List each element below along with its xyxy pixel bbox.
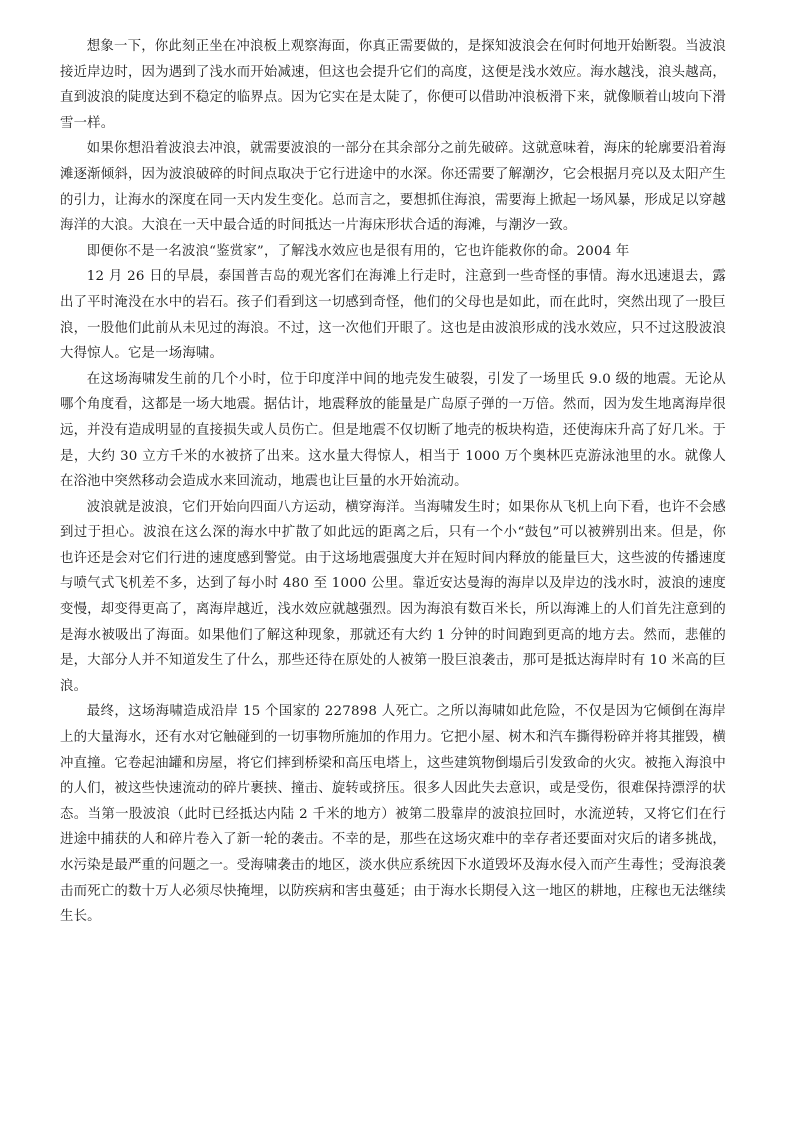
paragraph-1: 想象一下，你此刻正坐在冲浪板上观察海面，你真正需要做的，是探知波浪会在何时何地开始断裂。当波浪接近岸边时，因为遇到了浅水而开始减速，但这也会提升它们的高度，这便是浅水效应。海水越浅，浪头越高，直到波浪的陡度达到不稳定的临界点。因为它实在是太陡了，你便可以借助冲浪板滑下来，就像顺着山坡向下滑雪一样。 [60, 39, 726, 131]
paragraph-5: 在这场海啸发生前的几个小时，位于印度洋中间的地壳发生破裂，引发了一场里氏 9.0 级的地震。无论从哪个角度看，这都是一场大地震。据估计，地震释放的能量是广岛原子弹的一万倍。然而，因为发生地离海岸很远，并没有造成明显的直接损失或人员伤亡。但是地震不仅切断了地壳的板块构造，还使海床升高了好几米。于是，大约 30 立方千米的水被挤了出来。这水量大得惊人，相当于 1000 万个奥林匹克游泳池里的水。就像人在浴池中突然移动会造成水来回流动，地震也让巨量的水开始流动。 [60, 371, 726, 490]
paragraph-3: 即便你不是一名波浪“鉴赏家”，了解浅水效应也是很有用的，它也许能救你的命。2004 年 [86, 243, 630, 259]
paragraph-6: 波浪就是波浪，它们开始向四面八方运动，横穿海洋。当海啸发生时；如果你从飞机上向下看，也许不会感到过于担心。波浪在这么深的海水中扩散了如此远的距离之后，只有一个小“鼓包”可以被辨别出来。但是，你也许还是会对它们行进的速度感到警觉。由于这场地震强度大并在短时间内释放的能量巨大，这些波的传播速度与喷气式飞机差不多，达到了每小时 480 至 1000 公里。靠近安达曼海的海岸以及岸边的浅水时，波浪的速度变慢，却变得更高了，离海岸越近，浅水效应就越强烈。因为海浪有数百米长，所以海滩上的人们首先注意到的是海水被吸出了海面。如果他们了解这种现象，那就还有大约 1 分钟的时间跑到更高的地方去。然而，悲催的是，大部分人并不知道发生了什么，那些还待在原处的人被第一股巨浪袭击，那可是抵达海岸时有 10 米高的巨浪。 [60, 499, 726, 694]
paragraph-7: 最终，这场海啸造成沿岸 15 个国家的 227898 人死亡。之所以海啸如此危险，不仅是因为它倾倒在海岸上的大量海水，还有水对它触碰到的一切事物所施加的作用力。它把小屋、树木和汽车撕得粉碎并将其摧毁，横冲直撞。它卷起油罐和房屋，将它们摔到桥梁和高压电塔上，这些建筑物倒塌后引发致命的火灾。被拖入海浪中的人们，被这些快速流动的碎片裹挟、撞击、旋转或挤压。很多人因此失去意识，或是受伤，很难保持漂浮的状态。当第一股波浪（此时已经抵达内陆 2 千米的地方）被第二股靠岸的波浪拉回时，水流逆转，又将它们在行进途中捕获的人和碎片卷入了新一轮的袭击。不幸的是，那些在这场灾难中的幸存者还要面对灾后的诸多挑战，水污染是最严重的问题之一。受海啸袭击的地区，淡水供应系统因下水道毁坏及海水侵入而产生毒性；受海浪袭击而死亡的数十万人必须尽快掩埋，以防疾病和害虫蔓延；由于海水长期侵入这一地区的耕地，庄稼也无法继续生长。 [60, 704, 726, 925]
paragraph-2: 如果你想沿着波浪去冲浪，就需要波浪的一部分在其余部分之前先破碎。这就意味着，海床的轮廓要沿着海滩逐渐倾斜，因为波浪破碎的时间点取决于它行进途中的水深。你还需要了解潮汐，它会根据月亮以及太阳产生的引力，让海水的深度在同一天内发生变化。总而言之，要想抓住海浪，需要海上掀起一场风暴，形成足以穿越海洋的大浪。大浪在一天中最合适的时间抵达一片海床形状合适的海滩，与潮汐一致。 [60, 141, 726, 234]
article-body [60, 34, 726, 930]
paragraph-4: 12 月 26 日的早晨，泰国普吉岛的观光客们在海滩上行走时，注意到一些奇怪的事情。海水迅速退去，露出了平时淹没在水中的岩石。孩子们看到这一切感到奇怪，他们的父母也是如此，而在此时，突然出现了一股巨浪，一股他们此前从未见过的海浪。不过，这一次他们开眼了。这也是由波浪形成的浅水效应，只不过这股波浪大得惊人。它是一场海啸。 [60, 269, 726, 362]
